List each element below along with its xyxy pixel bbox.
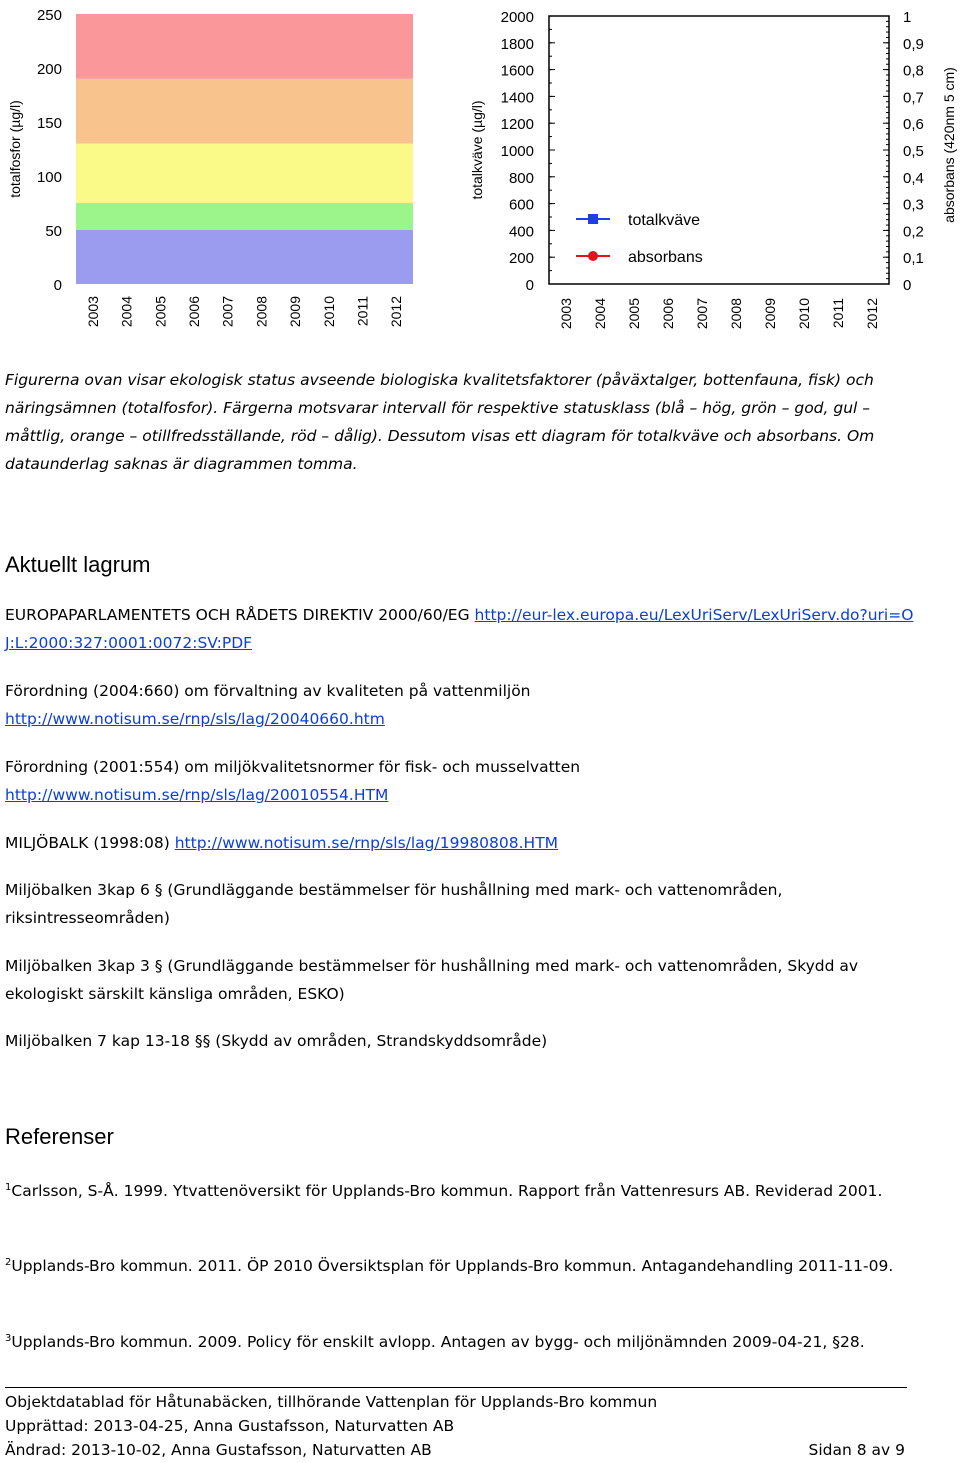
lagrum-item-text: EUROPAPARLAMENTETS OCH RÅDETS DIREKTIV 2000/60/EG xyxy=(5,606,475,624)
y-tick-label: 1800 xyxy=(500,35,534,53)
x-tick-label: 2006 xyxy=(185,296,202,328)
footer-created: Upprättad: 2013-04-25, Anna Gustafsson, Naturvatten AB xyxy=(5,1417,455,1435)
x-tick-label: 2009 xyxy=(287,296,304,328)
y-tick-label: 0 xyxy=(53,277,62,294)
x-tick-label: 2010 xyxy=(796,298,812,330)
y-tick-label: 200 xyxy=(36,61,62,78)
referenser-heading: Referenser xyxy=(5,1124,114,1149)
y-tick-label: 1000 xyxy=(500,143,534,160)
x-tick-label: 2005 xyxy=(626,298,642,330)
footer-divider xyxy=(5,1387,907,1388)
y-tick-label: 0 xyxy=(525,277,534,294)
x-tick-label: 2010 xyxy=(320,296,337,328)
lagrum-item xyxy=(5,753,915,809)
y-tick-label: 2000 xyxy=(500,9,534,26)
y2-tick-label: 0,6 xyxy=(903,116,924,134)
lagrum-item: Miljöbalken 3kap 6 § (Grundläggande bestämmelser för hushållning med mark- och vattenområden, riksintresseområden) xyxy=(5,881,783,927)
reference-text: Carlsson, S-Å. 1999. Ytvattenöversikt för Upplands-Bro kommun. Rapport från Vattenresurs AB. Reviderad 2001. xyxy=(11,1182,883,1201)
charts-svg xyxy=(0,0,960,345)
reference-item xyxy=(5,1249,915,1280)
reference-item xyxy=(5,1174,915,1205)
status-band xyxy=(76,144,413,203)
x-tick-label: 2007 xyxy=(219,296,236,328)
y2-tick-label: 0,1 xyxy=(903,250,924,268)
footer-changed: Ändrad: 2013-10-02, Anna Gustafsson, Naturvatten AB xyxy=(5,1441,432,1459)
lagrum-link[interactable]: http://www.notisum.se/rnp/sls/lag/19980808.HTM xyxy=(174,834,559,852)
y2-tick-label: 0,9 xyxy=(903,35,924,53)
lagrum-item: Miljöbalken 7 kap 13-18 §§ (Skydd av områden, Strandskyddsområde) xyxy=(5,1032,548,1050)
y2-tick-label: 1 xyxy=(903,9,912,26)
y2-tick-label: 0 xyxy=(903,277,912,294)
x-tick-label: 2007 xyxy=(694,298,710,330)
legend-marker-totalkväve xyxy=(588,214,598,224)
y2-axis-label: absorbans (420nm 5 cm) xyxy=(941,67,957,223)
lagrum-link[interactable]: http://www.notisum.se/rnp/sls/lag/20010554.HTM xyxy=(5,786,389,804)
lagrum-item-text: Förordning (2004:660) om förvaltning av kvaliteten på vattenmiljön xyxy=(5,682,531,700)
reference-number: 1 xyxy=(5,1182,12,1193)
y-axis-label: totalfosfor (µg/l) xyxy=(7,100,23,198)
reference-text: Upplands-Bro kommun. 2009. Policy för enskilt avlopp. Antagen av bygg- och miljönämnden 2009-04-21, §28. xyxy=(11,1333,865,1352)
x-tick-label: 2008 xyxy=(728,298,744,330)
legend-marker-absorbans xyxy=(588,251,598,261)
figure-caption: Figurerna ovan visar ekologisk status avseende biologiska kvalitetsfaktorer (påväxtalger, bottenfauna, fisk) och näringsämnen (totalfosfor). Färgerna motsvarar intervall för respektive statusklass (blå – hög, grön – god, gul – måttlig, orange – otillfredsställande, röd – dålig). Dessutom visas ett diagram för totalkväve och absorbans. Om dataunderlag saknas är diagrammen tomma. xyxy=(5,371,875,473)
y-tick-label: 1200 xyxy=(500,116,534,134)
charts-area xyxy=(0,0,960,345)
y2-tick-label: 0,2 xyxy=(903,223,924,241)
x-tick-label: 2004 xyxy=(592,298,608,330)
x-tick-label: 2005 xyxy=(152,296,169,328)
y-tick-label: 600 xyxy=(508,196,534,214)
x-tick-label: 2009 xyxy=(762,298,778,330)
x-tick-label: 2003 xyxy=(84,296,101,328)
legend-label: totalkväve xyxy=(628,212,701,229)
lagrum-link[interactable]: http://eur-lex.europa.eu/LexUriServ/LexUriServ.do?uri=OJ:L:2000:327:0001:0072:SV:PDF xyxy=(5,606,914,652)
y2-tick-label: 0,3 xyxy=(903,196,924,214)
y-tick-label: 1400 xyxy=(500,89,534,107)
y-axis-label: totalkväve (µg/l) xyxy=(469,100,485,200)
x-tick-label: 2006 xyxy=(660,298,676,330)
x-tick-label: 2003 xyxy=(558,298,574,330)
plot-frame xyxy=(549,16,889,284)
x-tick-label: 2012 xyxy=(388,296,405,328)
x-tick-label: 2011 xyxy=(830,298,846,329)
y2-tick-label: 0,5 xyxy=(903,143,924,160)
status-band xyxy=(76,203,413,230)
reference-item xyxy=(5,1325,915,1356)
x-tick-label: 2012 xyxy=(864,298,880,330)
page-footer xyxy=(5,1390,905,1462)
status-band xyxy=(76,79,413,144)
lagrum-item xyxy=(5,829,915,857)
y-tick-label: 200 xyxy=(508,250,534,268)
lagrum-heading: Aktuellt lagrum xyxy=(5,552,151,577)
y2-tick-label: 0,4 xyxy=(903,169,924,187)
x-tick-label: 2011 xyxy=(354,296,371,327)
y2-tick-label: 0,7 xyxy=(903,89,924,107)
y-tick-label: 150 xyxy=(36,115,62,132)
y2-tick-label: 0,8 xyxy=(903,62,924,80)
y-tick-label: 1600 xyxy=(500,62,534,80)
status-band xyxy=(76,230,413,284)
status-band xyxy=(76,14,413,79)
y-tick-label: 50 xyxy=(45,223,62,240)
lagrum-item-text: Förordning (2001:554) om miljökvalitetsnormer för fisk- och musselvatten xyxy=(5,758,581,776)
lagrum-item xyxy=(5,601,915,657)
lagrum-item-text: MILJÖBALK (1998:08) xyxy=(5,834,175,852)
y-tick-label: 100 xyxy=(36,169,62,186)
footer-title: Objektdatablad för Håtunabäcken, tillhörande Vattenplan för Upplands-Bro kommun xyxy=(5,1393,658,1411)
y-tick-label: 400 xyxy=(508,223,534,241)
lagrum-link[interactable]: http://www.notisum.se/rnp/sls/lag/20040660.htm xyxy=(5,710,385,728)
lagrum-item xyxy=(5,677,915,733)
reference-number: 3 xyxy=(5,1333,12,1344)
x-tick-label: 2004 xyxy=(118,296,135,328)
legend-label: absorbans xyxy=(628,249,703,266)
reference-number: 2 xyxy=(5,1257,12,1268)
x-tick-label: 2008 xyxy=(253,296,270,328)
y-tick-label: 800 xyxy=(508,169,534,187)
reference-text: Upplands-Bro kommun. 2011. ÖP 2010 Översiktsplan för Upplands-Bro kommun. Antagandehandling 2011-11-09. xyxy=(11,1257,894,1276)
lagrum-item: Miljöbalken 3kap 3 § (Grundläggande bestämmelser för hushållning med mark- och vattenområden, Skydd av ekologiskt särskilt känsliga områden, ESKO) xyxy=(5,957,859,1003)
y-tick-label: 250 xyxy=(36,7,62,24)
page-number: Sidan 8 av 9 xyxy=(808,1441,905,1459)
